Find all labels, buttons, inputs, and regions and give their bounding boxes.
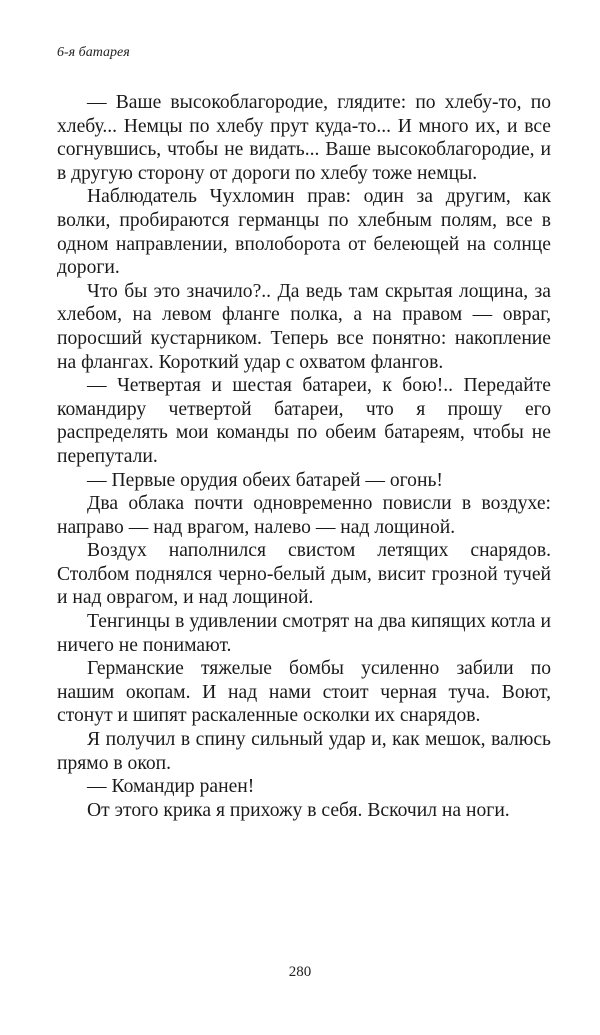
- paragraph: Два облака почти одновременно повисли в воздухе: направо — над врагом, налево — над лощиной.: [57, 493, 551, 538]
- paragraph: Наблюдатель Чухломин прав: один за другим, как волки, пробираются германцы по хлебным полям, все в одном направлении, вполоборота от белеющей на солнце дороги.: [57, 186, 551, 279]
- paragraph: Я получил в спину сильный удар и, как мешок, валюсь прямо в окоп.: [57, 729, 551, 774]
- paragraph: — Четвертая и шестая батареи, к бою!.. Передайте командиру четвертой батареи, что я прошу его распределять мои команды по обеим батареям, чтобы не перепутали.: [57, 375, 551, 467]
- running-header: 6-я батарея: [57, 45, 130, 60]
- paragraph: От этого крика я прихожу в себя. Вскочил на ноги.: [87, 799, 510, 821]
- paragraph: — Командир ранен!: [87, 776, 255, 798]
- paragraph: Воздух наполнился свистом летящих снарядов. Столбом поднялся черно-белый дым, висит грозной тучей и над оврагом, и над лощиной.: [57, 540, 551, 609]
- page-body: [57, 91, 551, 822]
- paragraph: Германские тяжелые бомбы усиленно забили по нашим окопам. И над нами стоит черная туча. Воют, стонут и шипят раскаленные осколки их снарядов.: [57, 658, 551, 727]
- paragraph: Тенгинцы в удивлении смотрят на два кипящих котла и ничего не понимают.: [57, 611, 551, 656]
- page-number: 280: [288, 964, 312, 980]
- paragraph: — Ваше высокоблагородие, глядите: по хлебу-то, по хлебу... Немцы по хлебу прут куда-то... И много их, и все согнувшись, чтобы не видать... Ваше высокоблагородие, и в другую сторону от дороги по хлебу тоже немцы.: [57, 92, 551, 184]
- paragraph: — Первые орудия обеих батарей — огонь!: [87, 469, 443, 491]
- paragraph: Что бы это значило?.. Да ведь там скрытая лощина, за хлебом, на левом фланге полка, а на правом — овраг, поросший кустарником. Теперь все понятно: накопление на флангах. Короткий удар с охватом флангов.: [57, 280, 551, 373]
